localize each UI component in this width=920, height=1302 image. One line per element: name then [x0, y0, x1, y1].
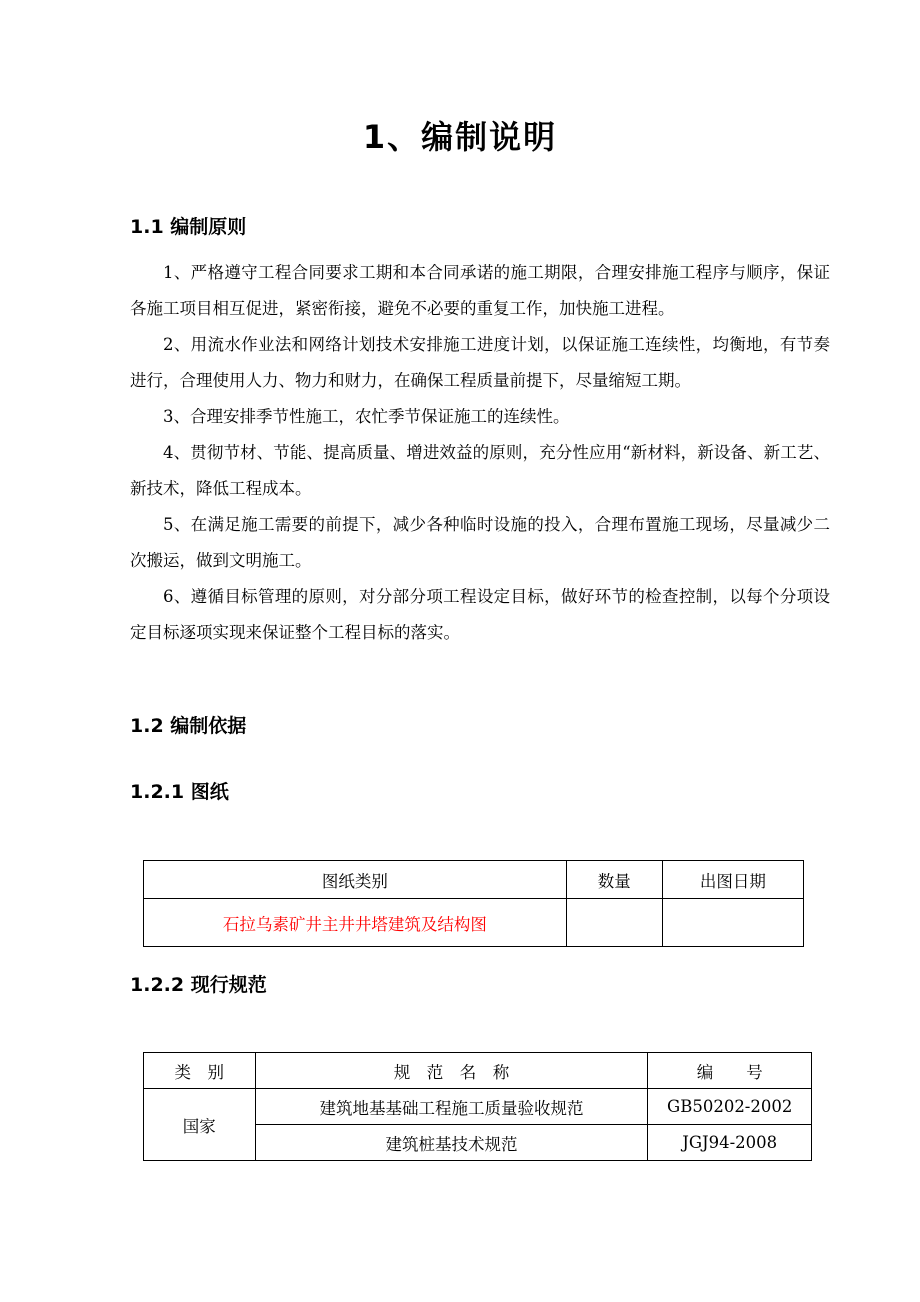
section-heading-1-2: 1.2 编制依据 — [130, 715, 247, 737]
standards-table-header — [144, 1053, 812, 1089]
quantity-cell — [566, 899, 662, 947]
standard-name-cell: 建筑地基基础工程施工质量验收规范 — [255, 1089, 648, 1125]
category-cell: 国家 — [144, 1089, 256, 1161]
standard-name-cell: 建筑桩基技术规范 — [255, 1125, 648, 1161]
table-row — [144, 899, 804, 947]
header-category: 类 别 — [144, 1053, 256, 1089]
paragraph-1: 1、严格遵守工程合同要求工期和本合同承诺的施工期限，合理安排施工程序与顺序，保证各施工项目相互促进，紧密衔接，避免不必要的重复工作，加快施工进程。 — [130, 263, 830, 318]
drawing-name-cell: 石拉乌素矿井主井井塔建筑及结构图 — [144, 899, 567, 947]
standards-table — [143, 1052, 812, 1161]
header-standard-name: 规 范 名 称 — [255, 1053, 648, 1089]
header-quantity: 数量 — [566, 861, 662, 899]
table-row — [144, 1089, 812, 1125]
drawings-table — [143, 860, 804, 947]
page-title: 1、编制说明 — [362, 118, 558, 156]
header-standard-number: 编 号 — [648, 1053, 812, 1089]
header-issue-date: 出图日期 — [662, 861, 803, 899]
header-drawing-category: 图纸类别 — [144, 861, 567, 899]
paragraph-3: 3、合理安排季节性施工，农忙季节保证施工的连续性。 — [163, 407, 570, 426]
standard-number-cell: GB50202-2002 — [648, 1089, 812, 1125]
issue-date-cell — [662, 899, 803, 947]
standard-number-cell: JGJ94-2008 — [648, 1125, 812, 1161]
paragraph-5: 5、在满足施工需要的前提下，减少各种临时设施的投入，合理布置施工现场，尽量减少二次搬运，做到文明施工。 — [130, 515, 830, 570]
section-heading-1-2-1: 1.2.1 图纸 — [130, 781, 229, 803]
section-heading-1-2-2: 1.2.2 现行规范 — [130, 974, 267, 996]
paragraph-4: 4、贯彻节材、节能、提高质量、增进效益的原则，充分性应用“新材料，新设备、新工艺、新技术，降低工程成本。 — [130, 443, 830, 498]
paragraph-6: 6、遵循目标管理的原则，对分部分项工程设定目标，做好环节的检查控制，以每个分项设定目标逐项实现来保证整个工程目标的落实。 — [130, 587, 830, 642]
section-heading-1-1: 1.1 编制原则 — [130, 216, 247, 238]
paragraph-2: 2、用流水作业法和网络计划技术安排施工进度计划，以保证施工连续性，均衡地，有节奏进行，合理使用人力、物力和财力，在确保工程质量前提下，尽量缩短工期。 — [130, 335, 830, 390]
drawings-table-header — [144, 861, 804, 899]
